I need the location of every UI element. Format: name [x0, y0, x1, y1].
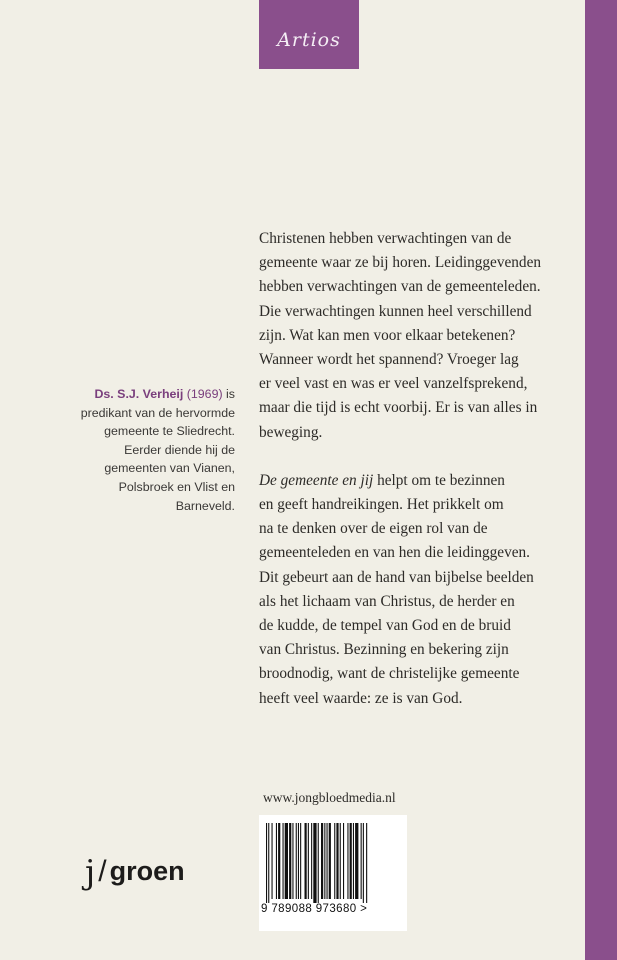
author-bio-line: predikant van de hervormde [80, 405, 235, 420]
barcode-bar [329, 823, 331, 899]
description-line: beweging. [259, 423, 323, 441]
description-line: zijn. Wat kan men voor elkaar betekenen? [259, 326, 516, 344]
description-line: Wanneer wordt het spannend? Vroeger lag [259, 351, 519, 369]
description-line: na te denken over de eigen rol van de [259, 520, 488, 538]
description-line [259, 469, 559, 493]
description-line-rest: helpt om te bezinnen [373, 471, 505, 489]
barcode-bar [276, 823, 277, 899]
description-line: gemeente waar ze bij horen. Leidinggevenden [259, 254, 542, 272]
description-line: Christenen hebben verwachtingen van de [259, 230, 512, 247]
barcode-digits: 9 789088 973680 > [261, 903, 368, 915]
description-line: Dit gebeurt aan de hand van bijbelse beelden [259, 568, 534, 586]
author-name: Ds. S.J. Verheij [94, 387, 184, 401]
barcode-bar [336, 823, 338, 899]
description-line: als het lichaam van Christus, de herder en [259, 592, 515, 610]
description-line: en geeft handreikingen. Het prikkelt om [259, 496, 504, 514]
barcode-bar [366, 823, 367, 903]
barcode-bar [355, 823, 358, 899]
author-years: (1969) [186, 387, 223, 401]
barcode-bar [343, 823, 344, 899]
description-line: er veel vast en was er veel vanzelfsprekend, [259, 375, 528, 393]
publisher-logo-mark: j [85, 852, 96, 891]
barcode-bar [305, 823, 307, 899]
author-bio [50, 385, 235, 515]
description-line: de kudde, de tempel van God en de bruid [259, 617, 511, 635]
barcode-bar [363, 823, 364, 903]
barcode-bar [308, 823, 309, 899]
isbn-barcode [259, 815, 407, 931]
barcode-bar [347, 823, 348, 899]
series-logo-box [259, 0, 359, 69]
spine-color-band [585, 0, 617, 960]
description-line: van Christus. Bezinning en bekering zijn [259, 641, 509, 659]
description-line: hebben verwachtingen van de gemeenteleden. [259, 278, 541, 296]
author-bio-line: gemeenten van Vianen, [104, 461, 235, 476]
barcode-bars [266, 823, 400, 903]
barcode-bar [327, 823, 328, 899]
publisher-logo [85, 848, 185, 891]
barcode-bar [283, 823, 284, 899]
barcode-bar [268, 823, 269, 903]
barcode-bar [350, 823, 352, 899]
barcode-bar [321, 823, 323, 899]
author-bio-line: Barneveld. [175, 498, 235, 513]
barcode-bar [311, 823, 312, 899]
publisher-website: www.jongbloedmedia.nl [263, 790, 396, 805]
description-paragraph-1 [259, 227, 559, 445]
barcode-bar [340, 823, 341, 899]
description-line: broodnodig, want de christelijke gemeente [259, 665, 520, 683]
description-paragraph-2 [259, 469, 559, 711]
barcode-bar [272, 823, 273, 899]
barcode-bar [353, 823, 354, 899]
book-description [259, 227, 559, 735]
book-title-italic: De gemeente en jij [259, 471, 374, 489]
barcode-bar [289, 823, 291, 899]
barcode-bar [300, 823, 301, 899]
series-logo-text: Artios [277, 28, 341, 51]
publisher-logo-name: groen [109, 856, 185, 886]
barcode-bar [334, 823, 335, 899]
description-line: gemeenteleden en van hen die leidinggeven. [259, 544, 530, 562]
barcode-bar [298, 823, 299, 899]
barcode-bar [292, 823, 293, 899]
author-bio-line: Eerder diende hij de [124, 442, 235, 457]
barcode-bar [285, 823, 288, 899]
author-bio-line [50, 385, 235, 404]
barcode-bar [266, 823, 267, 903]
author-bio-rest: is [222, 387, 235, 401]
author-bio-line: Polsbroek en Vlist en [118, 479, 235, 494]
barcode-bar [278, 823, 280, 899]
description-line: maar die tijd is echt voorbij. Er is van alles in [259, 399, 538, 417]
author-bio-line: gemeente te Sliedrecht. [104, 424, 235, 439]
barcode-bar [361, 823, 362, 899]
description-line: heeft veel waarde: ze is van God. [259, 689, 463, 707]
barcode-bar [318, 823, 319, 903]
barcode-bar [313, 823, 316, 903]
publisher-logo-slash: / [98, 855, 107, 888]
description-line: Die verwachtingen kunnen heel verschillend [259, 302, 532, 320]
barcode-bar [296, 823, 297, 899]
barcode-bar [324, 823, 325, 899]
